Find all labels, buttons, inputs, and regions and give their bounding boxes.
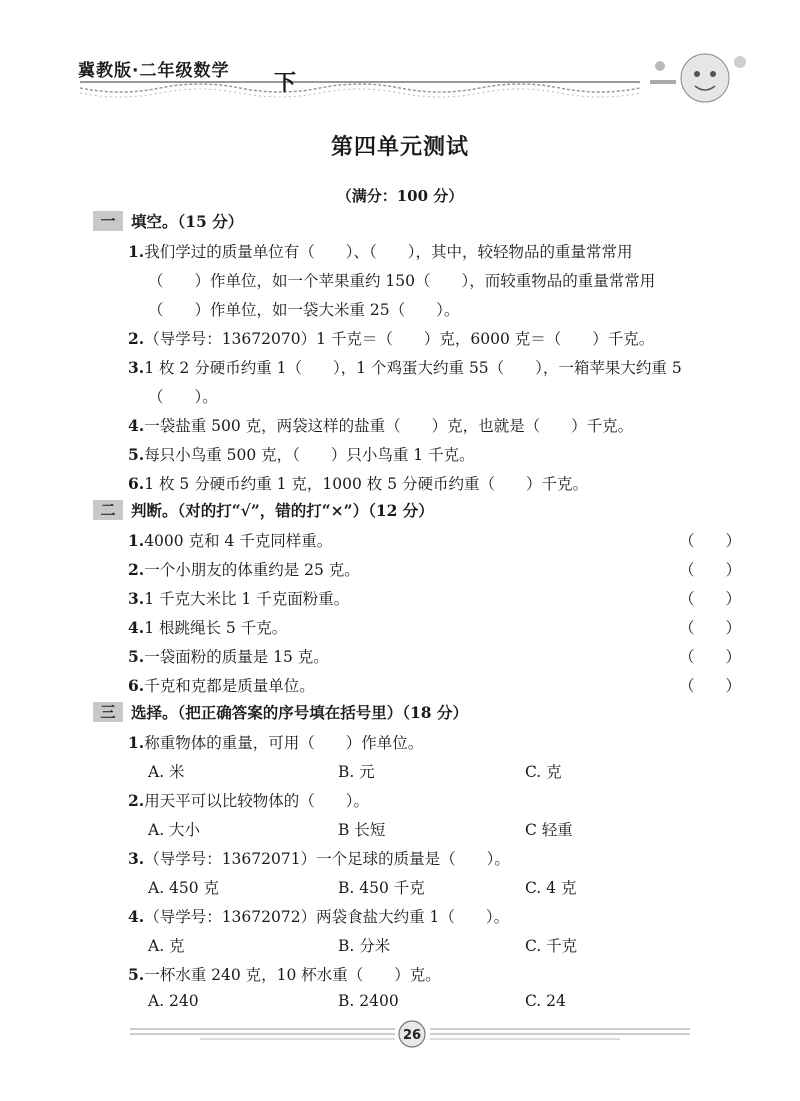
- answer-blank[interactable]: （ ）: [679, 590, 742, 608]
- judge-item-2: 2.一个小朋友的体重约是 25 克。: [128, 560, 360, 579]
- series-label: 冀教版·二年级数学: [78, 61, 230, 81]
- judge-item-1: 1.4000 克和 4 千克同样重。: [128, 531, 333, 550]
- fill-item-2: 2.（导学号：13672070）1 千克＝（ ）克，6000 克＝（ ）千克。: [128, 329, 655, 348]
- judge-item-3: 3.1 千克大米比 1 千克面粉重。: [128, 589, 350, 608]
- section-heading-3: [93, 701, 468, 723]
- option-c: C 轻重: [525, 821, 573, 839]
- option-c: C. 24: [525, 992, 566, 1010]
- answer-blank[interactable]: （ ）: [679, 532, 742, 550]
- answer-blank[interactable]: （ ）: [679, 677, 742, 695]
- fill-item-3: 3.1 枚 2 分硬币约重 1（ ），1 个鸡蛋大约重 55（ ），一箱苹果大约重 5: [128, 358, 682, 377]
- choice-item-5: 5.一杯水重 240 克，10 杯水重（ ）克。: [128, 965, 441, 984]
- section-badge: 二: [93, 500, 123, 520]
- full-score-note: （满分：100 分）: [336, 187, 464, 205]
- choice-item-4: 4.（导学号：13672072）两袋食盐大约重 1（ ）。: [128, 907, 510, 926]
- answer-blank[interactable]: （ ）: [679, 619, 742, 637]
- option-a: A. 米: [148, 763, 185, 781]
- judge-item-5: 5.一袋面粉的质量是 15 克。: [128, 647, 329, 666]
- option-a: A. 克: [148, 937, 185, 955]
- fill-item-6: 6.1 枚 5 分硬币约重 1 克，1000 枚 5 分硬币约重（ ）千克。: [128, 474, 588, 493]
- page-number: 26: [402, 1028, 422, 1043]
- cartoon-icon: [650, 54, 746, 102]
- judge-item-4: 4.1 根跳绳长 5 千克。: [128, 618, 288, 637]
- footer-decoration: [0, 1015, 800, 1055]
- choice-item-2: 2.用天平可以比较物体的（ ）。: [128, 791, 369, 810]
- fill-item-4: 4.一袋盐重 500 克，两袋这样的盐重（ ）克，也就是（ ）千克。: [128, 416, 634, 435]
- section-title: 填空。（15 分）: [131, 212, 244, 231]
- section-title: 判断。（对的打“√”，错的打“×”）（12 分）: [131, 501, 434, 520]
- answer-blank[interactable]: （ ）: [679, 648, 742, 666]
- section-heading-1: [93, 210, 243, 232]
- option-b: B. 分米: [338, 937, 391, 955]
- option-b: B. 450 千克: [338, 879, 425, 897]
- option-c: C. 克: [525, 763, 562, 781]
- answer-blank[interactable]: （ ）: [679, 561, 742, 579]
- page-title: 第四单元测试: [330, 134, 469, 160]
- option-b: B. 元: [338, 763, 375, 781]
- fill-item-1-line-2: （ ）作单位，如一个苹果重约 150（ ），而较重物品的重量常常用: [148, 272, 656, 290]
- section-badge: 三: [93, 702, 123, 722]
- fill-item-5: 5.每只小鸟重 500 克，（ ）只小鸟重 1 千克。: [128, 445, 475, 464]
- section-title: 选择。（把正确答案的序号填在括号里）（18 分）: [131, 703, 468, 722]
- choice-item-3: 3.（导学号：13672071）一个足球的质量是（ ）。: [128, 849, 510, 868]
- choice-item-1: 1.称重物体的重量，可用（ ）作单位。: [128, 733, 424, 752]
- section-badge: 一: [93, 211, 123, 231]
- fill-item-3-line-2: （ ）。: [148, 388, 218, 406]
- fill-item-1-line-3: （ ）作单位，如一袋大米重 25（ ）。: [148, 301, 460, 319]
- section-heading-2: [93, 499, 434, 521]
- judge-item-6: 6.千克和克都是质量单位。: [128, 676, 315, 695]
- volume-label: 下: [274, 71, 297, 96]
- option-c: C. 千克: [525, 937, 578, 955]
- option-c: C. 4 克: [525, 879, 577, 897]
- option-a: A. 大小: [148, 821, 201, 839]
- fill-item-1: 1.我们学过的质量单位有（ ）、（ ），其中，较轻物品的重量常常用: [128, 242, 633, 261]
- option-b: B 长短: [338, 821, 386, 839]
- option-b: B. 2400: [338, 992, 399, 1010]
- option-a: A. 450 克: [148, 879, 220, 897]
- option-a: A. 240: [148, 992, 199, 1010]
